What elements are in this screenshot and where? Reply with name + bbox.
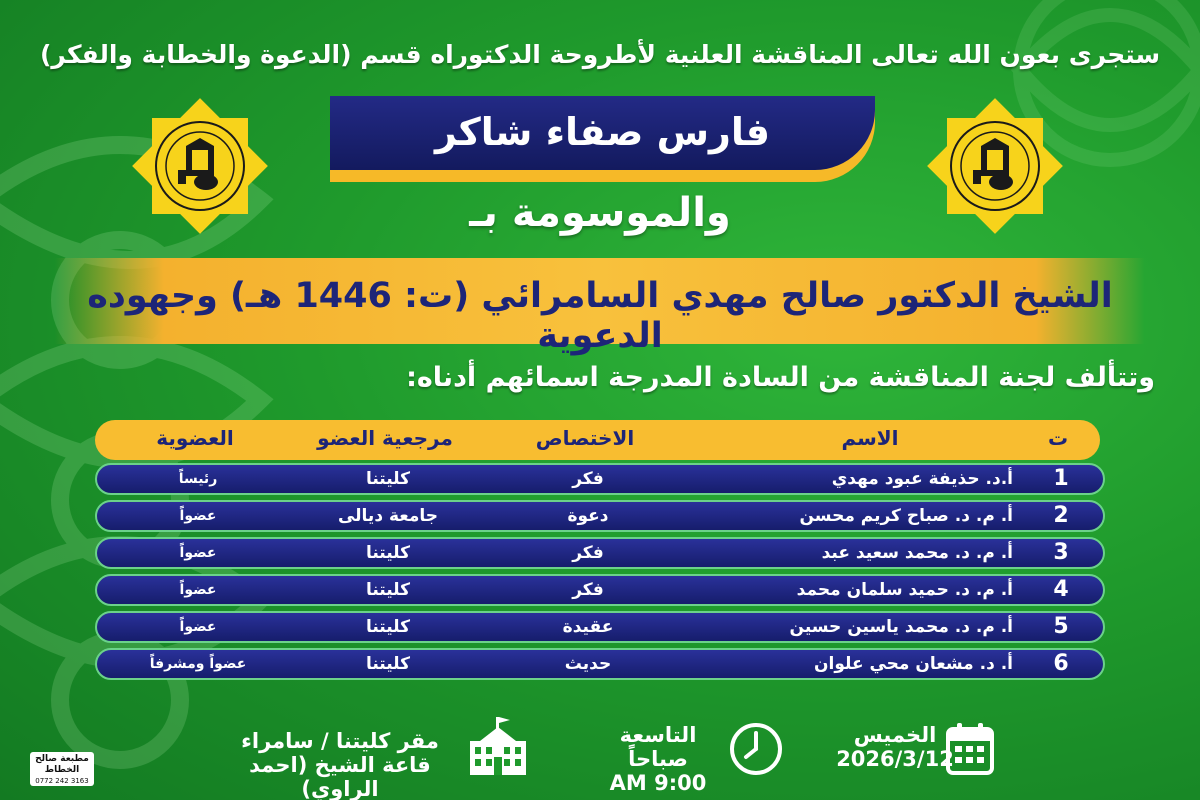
clock-icon — [728, 721, 784, 777]
row-name: أ. م. د. حميد سلمان محمد — [796, 580, 1013, 600]
event-day: الخميس — [853, 723, 937, 747]
table-row — [95, 611, 1105, 643]
row-specialization: فكر — [572, 580, 604, 600]
row-num: 6 — [1053, 651, 1069, 676]
committee-intro: وتتألف لجنة المناقشة من السادة المدرجة اسمائهم أدناه: — [406, 362, 1155, 393]
row-affiliation: كليتنا — [365, 617, 411, 637]
event-details-footer — [0, 715, 1200, 800]
thesis-title: الشيخ الدكتور صالح مهدي السامرائي (ت: 1446 هـ) وجهوده الدعوية — [87, 276, 1113, 356]
row-membership: عضواً — [179, 619, 217, 635]
table-row — [95, 500, 1105, 532]
table-row — [95, 463, 1105, 495]
table-row — [95, 574, 1105, 606]
committee-table-header — [95, 420, 1100, 460]
row-specialization: دعوة — [567, 506, 609, 526]
row-name: أ.د. حذيفة عبود مهدي — [831, 469, 1013, 489]
printer-name: مطبعة صالح الخطاط — [35, 754, 89, 775]
event-date — [835, 723, 955, 771]
event-place-line1: مقر كليتنا / سامراء — [241, 729, 439, 753]
row-name: أ. د. مشعان محي علوان — [814, 654, 1013, 674]
event-time — [588, 723, 728, 795]
row-affiliation: كليتنا — [365, 543, 411, 563]
row-num: 1 — [1053, 466, 1069, 491]
row-membership: عضواً — [179, 508, 217, 524]
row-specialization: فكر — [572, 469, 604, 489]
committee-table — [95, 463, 1105, 685]
row-affiliation: كليتنا — [365, 580, 411, 600]
row-num: 2 — [1053, 503, 1069, 528]
row-membership: عضواً — [179, 545, 217, 561]
printer-phone: 0772 242 3163 — [35, 777, 89, 785]
table-row — [95, 537, 1105, 569]
event-date-value: 2026/3/12 — [836, 747, 954, 771]
row-affiliation: كليتنا — [365, 654, 411, 674]
row-num: 4 — [1053, 577, 1069, 602]
row-specialization: فكر — [572, 543, 604, 563]
header-name: الاسم — [841, 426, 899, 450]
header-membership: العضوية — [156, 426, 234, 450]
header-num: ت — [1047, 426, 1069, 450]
row-num: 3 — [1053, 540, 1069, 565]
row-membership: عضواً — [179, 582, 217, 598]
row-affiliation: كليتنا — [365, 469, 411, 489]
announcement-headline: ستجرى بعون الله تعالى المناقشة العلنية لأطروحة الدكتوراه قسم (الدعوة والخطابة والفكر) — [39, 40, 1161, 69]
row-specialization: حديث — [564, 654, 612, 674]
building-icon — [466, 715, 530, 779]
row-membership: رئيساً — [178, 471, 218, 487]
candidate-name-banner — [330, 96, 875, 182]
header-affiliation: مرجعية العضو — [317, 426, 453, 450]
row-name: أ. م. د. محمد ياسين حسين — [789, 617, 1013, 637]
event-time-en: 9:00 AM — [609, 771, 707, 795]
row-membership: عضواً ومشرفاً — [149, 656, 247, 672]
row-specialization: عقيدة — [562, 617, 614, 637]
row-affiliation: جامعة ديالى — [337, 506, 439, 526]
titled-label: والموسومة بـ — [469, 190, 731, 236]
event-place — [220, 729, 460, 800]
row-name: أ. م. د. محمد سعيد عبد — [821, 543, 1013, 563]
event-place-line2: قاعة الشيخ (احمد الراوي) — [249, 753, 431, 800]
header-specialization: الاختصاص — [535, 426, 635, 450]
table-row — [95, 648, 1105, 680]
row-name: أ. م. د. صباح كريم محسن — [799, 506, 1013, 526]
candidate-name: فارس صفاء شاكر — [434, 110, 771, 154]
event-time-ar: التاسعة صباحاً — [619, 723, 697, 771]
thesis-title-bar — [55, 258, 1145, 356]
printer-stamp — [30, 752, 94, 786]
row-num: 5 — [1053, 614, 1069, 639]
